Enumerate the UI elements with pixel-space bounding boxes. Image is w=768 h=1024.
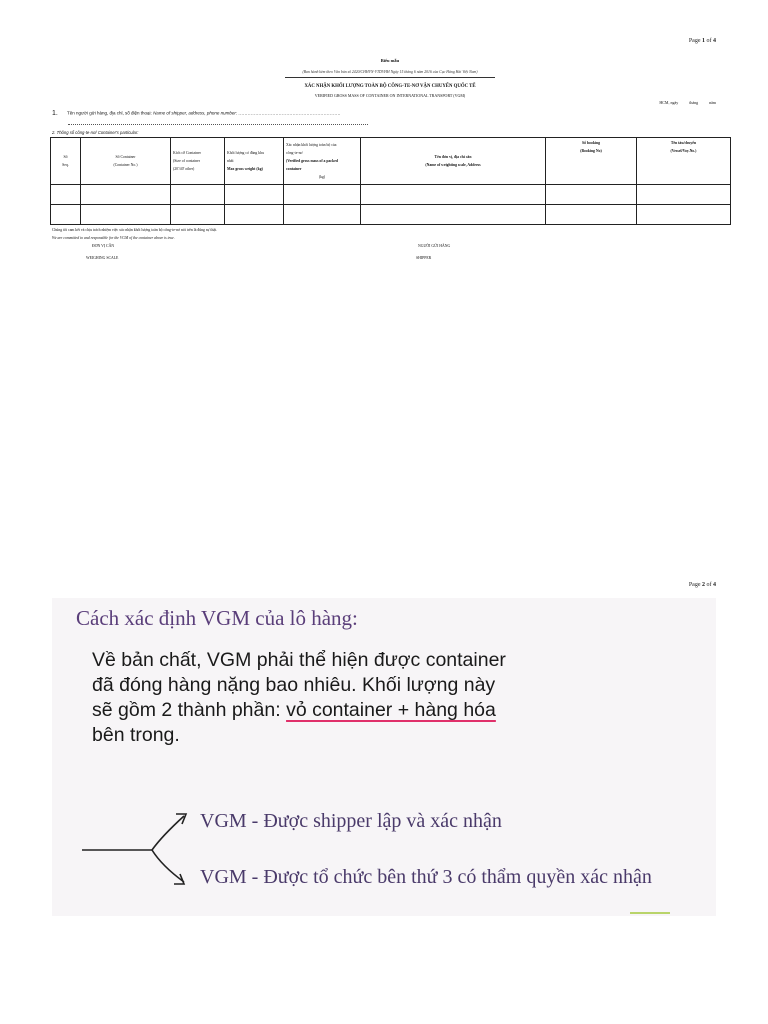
- header-max-weight: Khối lượng có đăng khu nhất Max gross weight (kg): [225, 138, 284, 185]
- slide-image: [52, 598, 716, 916]
- table-cell[interactable]: [81, 185, 171, 205]
- table-cell[interactable]: [637, 205, 731, 225]
- header-seq: Số Seq.: [51, 138, 81, 185]
- commitment-vn: Chúng tôi cam kết và chịu trách nhiệm việc xác nhận khối lượng toàn bộ công-te-nơ nói trên là đúng sự thật.: [52, 228, 218, 232]
- signature-shipper-en: SHIPPER: [416, 256, 432, 260]
- signature-weighing-en: WEIGHING SCALE: [86, 256, 119, 260]
- table-cell[interactable]: [171, 205, 225, 225]
- table-cell[interactable]: [284, 185, 361, 205]
- table-row: [51, 185, 731, 205]
- table-cell[interactable]: [225, 205, 284, 225]
- table-cell[interactable]: [81, 205, 171, 225]
- shipper-info-line: 1. Tên người gửi hàng, địa chỉ, số điện thoại: Name of shipper, address, phone number: ..................................................................: [52, 110, 341, 117]
- page-number-1: Page 1 of 4: [688, 38, 716, 44]
- vgm-option-third-party: VGM - Được tổ chức bên thứ 3 có thẩm quyền xác nhận: [200, 866, 652, 888]
- slide-body: Về bản chất, VGM phải thể hiện được container đã đóng hàng nặng bao nhiêu. Khối lượng này sẽ gồm 2 thành phần: vỏ container + hàng hóa bên trong.: [92, 649, 506, 746]
- header-booking-no: Số booking (Booking No): [546, 138, 637, 185]
- table-cell[interactable]: [284, 205, 361, 225]
- table-cell[interactable]: [51, 185, 81, 205]
- divider: [285, 77, 495, 78]
- table-cell[interactable]: [225, 185, 284, 205]
- vgm-option-shipper: VGM - Được shipper lập và xác nhận: [200, 810, 502, 832]
- container-table: [50, 137, 731, 225]
- dotted-line: [68, 124, 368, 125]
- header-weighing-scale: Tên đơn vị, địa chỉ cân (Name of weighting scale, Address: [361, 138, 546, 185]
- signature-weighing-vn: ĐƠN VỊ CÂN: [92, 244, 115, 248]
- branch-arrow-icon: [80, 806, 200, 896]
- table-cell[interactable]: [361, 185, 546, 205]
- table-cell[interactable]: [171, 185, 225, 205]
- table-cell[interactable]: [637, 185, 731, 205]
- slide-title: Cách xác định VGM của lô hàng:: [76, 606, 358, 630]
- vgm-form: [50, 58, 730, 260]
- table-row: [51, 205, 731, 225]
- signature-shipper-vn: NGƯỜI GỬI HÀNG: [418, 244, 451, 248]
- table-cell[interactable]: [361, 205, 546, 225]
- table-cell[interactable]: [546, 205, 637, 225]
- header-container-no: Số Container (Container No.): [81, 138, 171, 185]
- header-size: Kích cỡ Container (Size of container (20'/40' other): [171, 138, 225, 185]
- table-cell[interactable]: [51, 205, 81, 225]
- date-line: HCM, ngày tháng năm: [659, 100, 716, 105]
- commitment-en: We are committed to and responsible for the VGM of the container above is true.: [52, 236, 175, 240]
- form-title-vn: XÁC NHẬN KHỐI LƯỢNG TOÀN BỘ CÔNG-TE-NƠ VẬN CHUYỂN QUỐC TẾ: [304, 84, 476, 89]
- header-verified-gross-mass: Xác nhận khối lượng toàn bộ của công-te-nơ (Verified gross mass of a packed container (kg): [284, 138, 361, 185]
- underlined-phrase: vỏ container + hàng hóa: [286, 699, 496, 721]
- header-vessel-voy: Tên tàu/chuyến (Vessel/Voy.No.): [637, 138, 731, 185]
- form-subtitle: (Ban hành kèm theo Văn bản số 2420/CHHVN-VTDVHH Ngày 15 tháng 6 năm 2016 của Cục Hàng Hải Việt Nam): [302, 70, 478, 74]
- form-title-en: VERIFIED GROSS MASS OF CONTAINER ON INTERNATIONAL TRANSPORT (VGM): [314, 93, 466, 98]
- form-title: Biểu mẫu: [380, 58, 400, 63]
- container-particular-label: 2. Thông số công-te-nơ/ Container's particular:: [52, 130, 139, 135]
- table-header-row: [51, 138, 731, 185]
- page-number-2: Page 2 of 4: [688, 582, 716, 588]
- green-mark: [630, 912, 670, 914]
- table-cell[interactable]: [546, 185, 637, 205]
